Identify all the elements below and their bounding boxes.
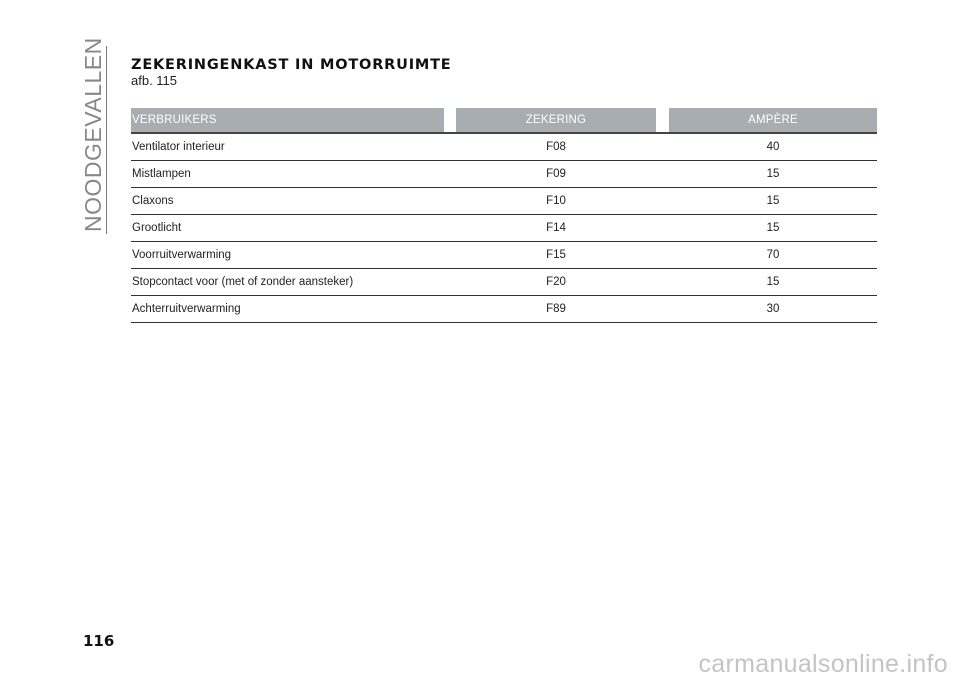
- table-row: [131, 161, 877, 188]
- column-header-fuse: ZEKERING: [456, 108, 656, 132]
- ampere-cell: 15: [766, 221, 780, 234]
- fuse-cell: F89: [546, 302, 566, 315]
- table-row: [131, 269, 877, 296]
- fuse-cell: F15: [546, 248, 566, 261]
- consumer-cell: Mistlampen: [132, 167, 191, 180]
- table-row: [131, 188, 877, 215]
- ampere-cell: 15: [766, 194, 780, 207]
- fuse-cell: F14: [546, 221, 566, 234]
- fuse-table: [131, 108, 877, 323]
- ampere-cell: 40: [766, 140, 780, 153]
- ampere-cell: 70: [766, 248, 780, 261]
- table-row: [131, 134, 877, 161]
- consumer-cell: Ventilator interieur: [132, 140, 225, 153]
- fuse-cell: F20: [546, 275, 566, 288]
- fuse-cell: F09: [546, 167, 566, 180]
- fuse-cell: F08: [546, 140, 566, 153]
- section-tab-label: NOODGEVALLEN: [80, 37, 106, 232]
- page-number: 116: [83, 632, 115, 650]
- table-header: [131, 108, 877, 132]
- consumer-cell: Grootlicht: [132, 221, 182, 234]
- table-row: [131, 215, 877, 242]
- consumer-cell: Achterruitverwarming: [132, 302, 241, 315]
- column-header-ampere: AMPÈRE: [669, 108, 877, 132]
- column-header-consumers: VERBRUIKERS: [131, 108, 444, 132]
- table-row: [131, 296, 877, 323]
- consumer-cell: Voorruitverwarming: [132, 248, 232, 261]
- ampere-cell: 15: [766, 167, 780, 180]
- ampere-cell: 15: [766, 275, 780, 288]
- consumer-cell: Stopcontact voor (met of zonder aansteker): [132, 275, 354, 288]
- watermark: carmanualsonline.info: [698, 650, 948, 678]
- ampere-cell: 30: [766, 302, 780, 315]
- consumer-cell: Claxons: [132, 194, 174, 207]
- fuse-cell: F10: [546, 194, 566, 207]
- page-title: ZEKERINGENKAST IN MOTORRUIMTE: [131, 57, 452, 73]
- figure-reference: afb. 115: [131, 73, 178, 88]
- table-row: [131, 242, 877, 269]
